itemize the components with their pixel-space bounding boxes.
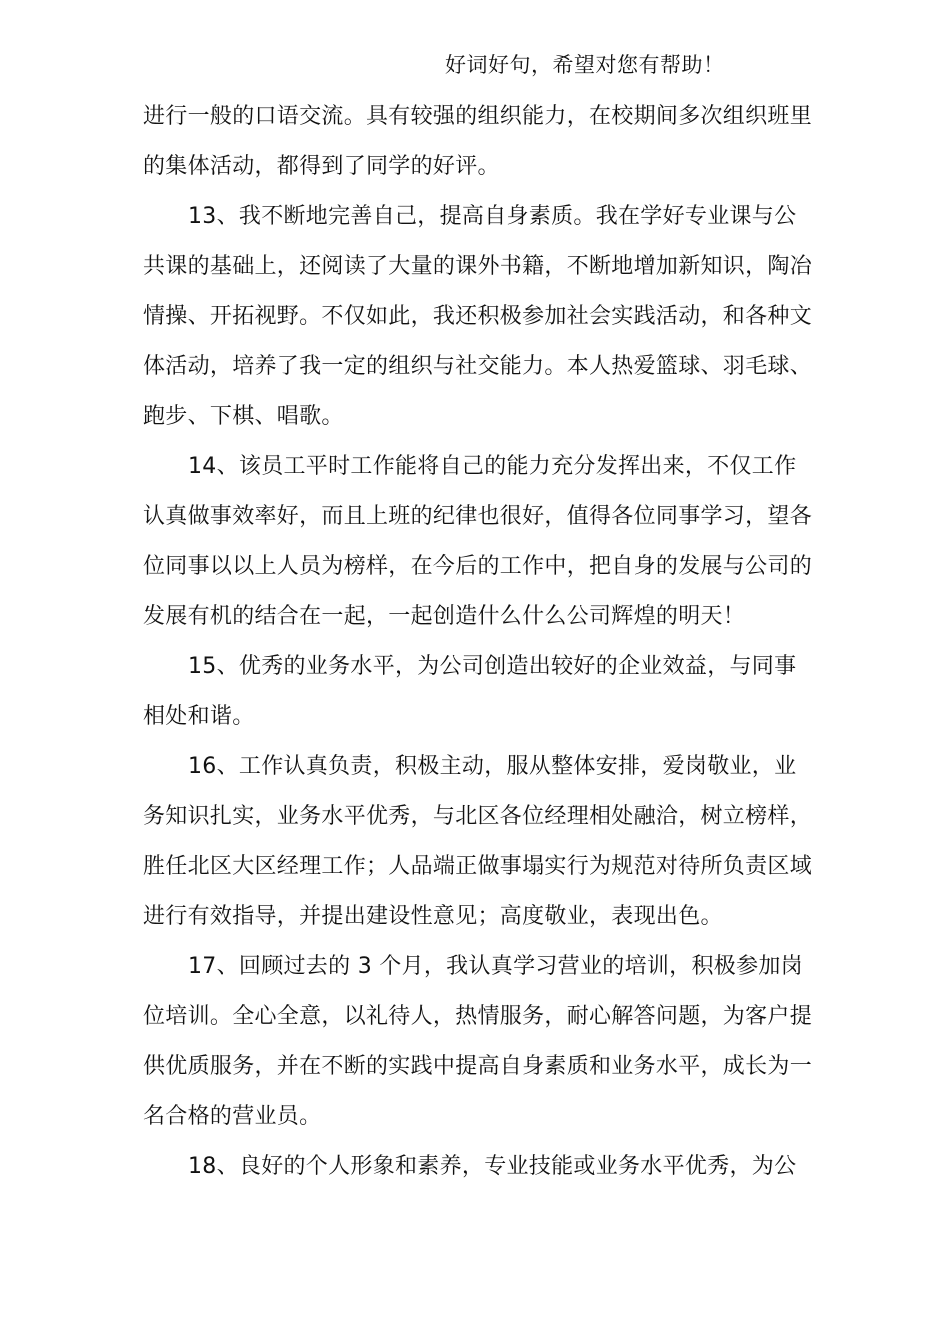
text-line: 发展有机的结合在一起，一起创造什么什么公司辉煌的明天！ (143, 604, 746, 629)
text-line: 跑步、下棋、唱歌。 (143, 404, 344, 429)
text-line: 的集体活动，都得到了同学的好评。 (143, 154, 500, 179)
text-line: 务知识扎实，业务水平优秀，与北区各位经理相处融洽，树立榜样， (143, 804, 813, 829)
text-line: 15、优秀的业务水平，为公司创造出较好的企业效益，与同事 (188, 654, 797, 679)
text-line: 14、该员工平时工作能将自己的能力充分发挥出来，不仅工作 (188, 454, 797, 479)
text-line: 16、工作认真负责，积极主动，服从整体安排，爱岗敬业，业 (188, 754, 797, 779)
text-line: 共课的基础上，还阅读了大量的课外书籍，不断地增加新知识，陶冶 (143, 254, 813, 279)
text-line: 进行有效指导，并提出建设性意见；高度敬业，表现出色。 (143, 904, 723, 929)
document-body (143, 92, 823, 1192)
text-line: 认真做事效率好，而且上班的纪律也很好，值得各位同事学习，望各 (143, 504, 813, 529)
text-line: 18、良好的个人形象和素养，专业技能或业务水平优秀，为公 (188, 1154, 797, 1179)
text-line: 进行一般的口语交流。具有较强的组织能力，在校期间多次组织班里 (143, 104, 813, 129)
text-line: 13、我不断地完善自己，提高自身素质。我在学好专业课与公 (188, 204, 797, 229)
text-line: 17、回顾过去的 3 个月，我认真学习营业的培训，积极参加岗 (188, 954, 803, 979)
text-line: 位同事以以上人员为榜样，在今后的工作中，把自身的发展与公司的 (143, 554, 813, 579)
text-line: 供优质服务，并在不断的实践中提高自身素质和业务水平，成长为一 (143, 1054, 813, 1079)
text-line: 相处和谐。 (143, 704, 255, 729)
page-header: 好词好句，希望对您有帮助！ (445, 53, 725, 77)
text-line: 体活动，培养了我一定的组织与社交能力。本人热爱篮球、羽毛球、 (143, 354, 813, 379)
text-line: 情操、开拓视野。不仅如此，我还积极参加社会实践活动，和各种文 (143, 304, 813, 329)
text-line: 胜任北区大区经理工作；人品端正做事塌实行为规范对待所负责区域 (143, 854, 813, 879)
text-line: 名合格的营业员。 (143, 1104, 322, 1129)
text-line: 位培训。全心全意，以礼待人，热情服务，耐心解答问题，为客户提 (143, 1004, 813, 1029)
